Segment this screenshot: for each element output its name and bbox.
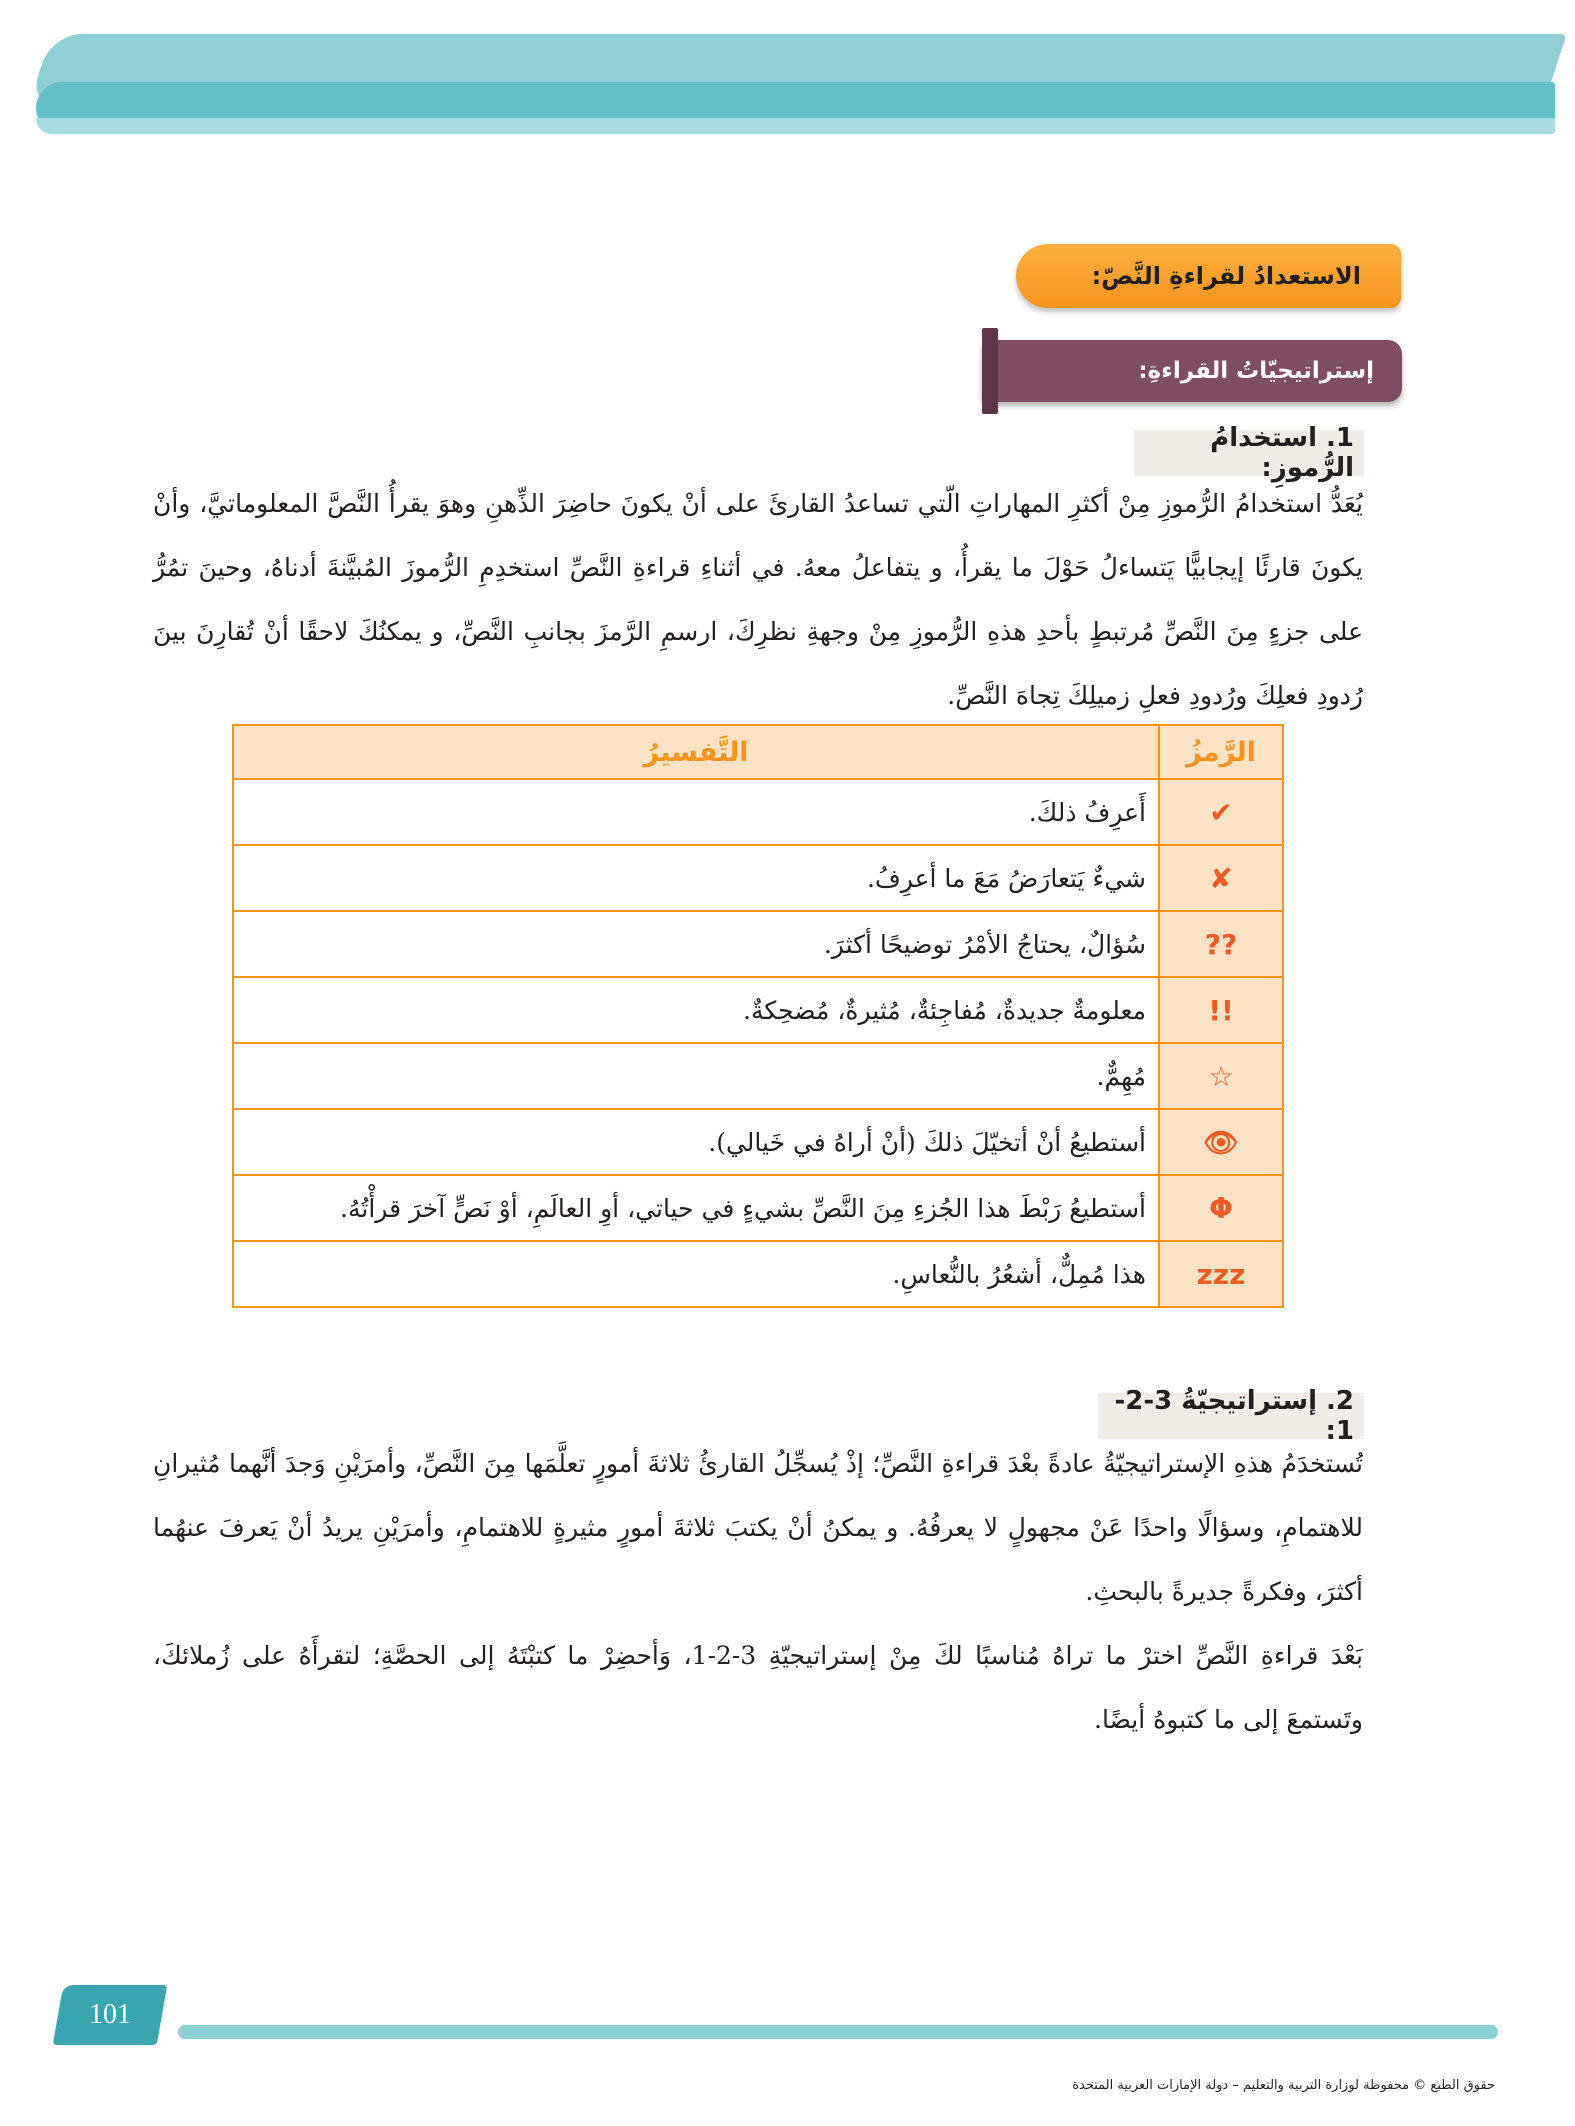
main-heading xyxy=(1016,244,1401,308)
section-1-paragraph: يُعَدُّ استخدامُ الرُّموزِ مِنْ أكثرِ المهاراتِ الّتي تساعدُ القارئَ على أنْ يكونَ حاضِرَ الذِّهنِ وهوَ يقرأُ النَّصَّ المعلوماتيَّ، وأنْ يكونَ قارئًا إيجابيًّا يَتساءلُ حَوْلَ ما يقرأُ، و يتفاعلُ معهُ. في أثناءِ قراءةِ النَّصِّ استخدِمِ الرُّموزَ المُبيَّنةَ أدناهُ، وحينَ تمُرُّ على جزءٍ مِنَ النَّصِّ مُرتبطٍ بأحدِ هذهِ الرُّموزِ مِنْ وجهةِ نظرِكَ، ارسمِ الرَّمزَ بجانبِ النَّصِّ، و يمكنُكَ لاحقًا أنْ تُقارِنَ بينَ رُدودِ فعلِكَ ورُدودِ فعلِ زميلِكَ تِجاهَ النَّصِّ. xyxy=(153,489,1363,710)
phi-icon: Φ xyxy=(1159,1175,1283,1241)
row-explanation: معلومةٌ جديدةٌ، مُفاجِئةٌ، مُثيرةٌ، مُضحِكةٌ. xyxy=(233,977,1159,1043)
section-2-title-text: 2. إستراتيجيّةُ 3-2-1: xyxy=(1114,1386,1354,1446)
table-header-row xyxy=(233,725,1283,779)
symbols-table xyxy=(232,724,1284,1308)
row-explanation: سُؤالٌ، يحتاجُ الأمْرُ توضيحًا أكثرَ. xyxy=(233,911,1159,977)
table-row xyxy=(233,1109,1283,1175)
table-row xyxy=(233,845,1283,911)
table-row xyxy=(233,911,1283,977)
check-icon: ✔ xyxy=(1159,779,1283,845)
section-2-instruction: بَعْدَ قراءةِ النَّصِّ اخترْ ما تراهُ مُناسبًا لكَ مِنْ إستراتيجيّةِ 3-2-1، وَأحضِرْ ما كتبْتَهُ إلى الحصَّةِ؛ لتقرأَهُ على زُملائكَ، وتَستمعَ إلى ما كتبوهُ أيضًا. xyxy=(153,1641,1363,1734)
row-explanation: مُهِمٌّ. xyxy=(233,1043,1159,1109)
page-number: 101 xyxy=(89,1999,131,2030)
main-heading-text: الاستعدادُ لقراءةِ النَّصّ: xyxy=(1091,262,1361,290)
row-explanation: أستطيعُ رَبْطَ هذا الجُزءِ مِنَ النَّصِّ بشيءٍ في حياتي، أوِ العالَمِ، أوْ نَصٍّ آخرَ قرأْتُهُ. xyxy=(233,1175,1159,1241)
row-explanation: هذا مُمِلٌّ، أشعُرُ بالنُّعاسِ. xyxy=(233,1241,1159,1307)
copyright-notice: حقوق الطبع © محفوظة لوزارة التربية والتعليم – دولة الإمارات العربية المتحدة xyxy=(1072,2078,1495,2093)
explanation-column-header: التَّفسيرُ xyxy=(233,725,1159,779)
zzz-icon: zzz xyxy=(1159,1241,1283,1307)
footer-line xyxy=(178,2025,1498,2039)
cross-icon: ✘ xyxy=(1159,845,1283,911)
table-row xyxy=(233,1043,1283,1109)
section-1-title xyxy=(1134,423,1364,483)
table-row xyxy=(233,1175,1283,1241)
page-number-tab xyxy=(53,1985,168,2045)
sub-heading xyxy=(982,340,1402,402)
double-exclamation-icon: !! xyxy=(1159,977,1283,1043)
row-explanation: شيءٌ يَتعارَضُ مَعَ ما أعرِفُ. xyxy=(233,845,1159,911)
sub-heading-text: إستراتيجيّاتُ القراءةِ: xyxy=(1138,358,1374,384)
row-explanation: أَعرِفُ ذلكَ. xyxy=(233,779,1159,845)
star-icon: ☆ xyxy=(1159,1043,1283,1109)
section-2-paragraph: تُستخدَمُ هذهِ الإستراتيجيّةُ عادةً بعْدَ قراءةِ النَّصِّ؛ إذْ يُسجِّلُ القارئُ ثلاثةَ أمورٍ تعلَّمَها مِنَ النَّصِّ، وأمرَيْنِ وَجدَ أنَّهما مُثيرانِ للاهتمامِ، وسؤالًا واحدًا عَنْ مجهولٍ لا يعرفُهُ. و يمكنُ أنْ يكتبَ ثلاثةَ أمورٍ مثيرةٍ للاهتمامِ، وأمرَيْنِ يريدُ أنْ يَعرفَ عنهُما أكثرَ، وفكرةً جديرةً بالبحثِ. xyxy=(153,1449,1363,1606)
double-question-icon: ?? xyxy=(1159,911,1283,977)
table-row xyxy=(233,779,1283,845)
eye-icon: 👁 xyxy=(1159,1109,1283,1175)
section-1-title-text: 1. استخدامُ الرُّموزِ: xyxy=(1210,423,1354,483)
symbol-column-header: الرَّمزُ xyxy=(1159,725,1283,779)
table-row xyxy=(233,1241,1283,1307)
row-explanation: أستطيعُ أنْ أتخيّلَ ذلكَ (أنْ أراهُ في خَيالي). xyxy=(233,1109,1159,1175)
table-row xyxy=(233,977,1283,1043)
header-band-highlight xyxy=(36,118,1555,134)
